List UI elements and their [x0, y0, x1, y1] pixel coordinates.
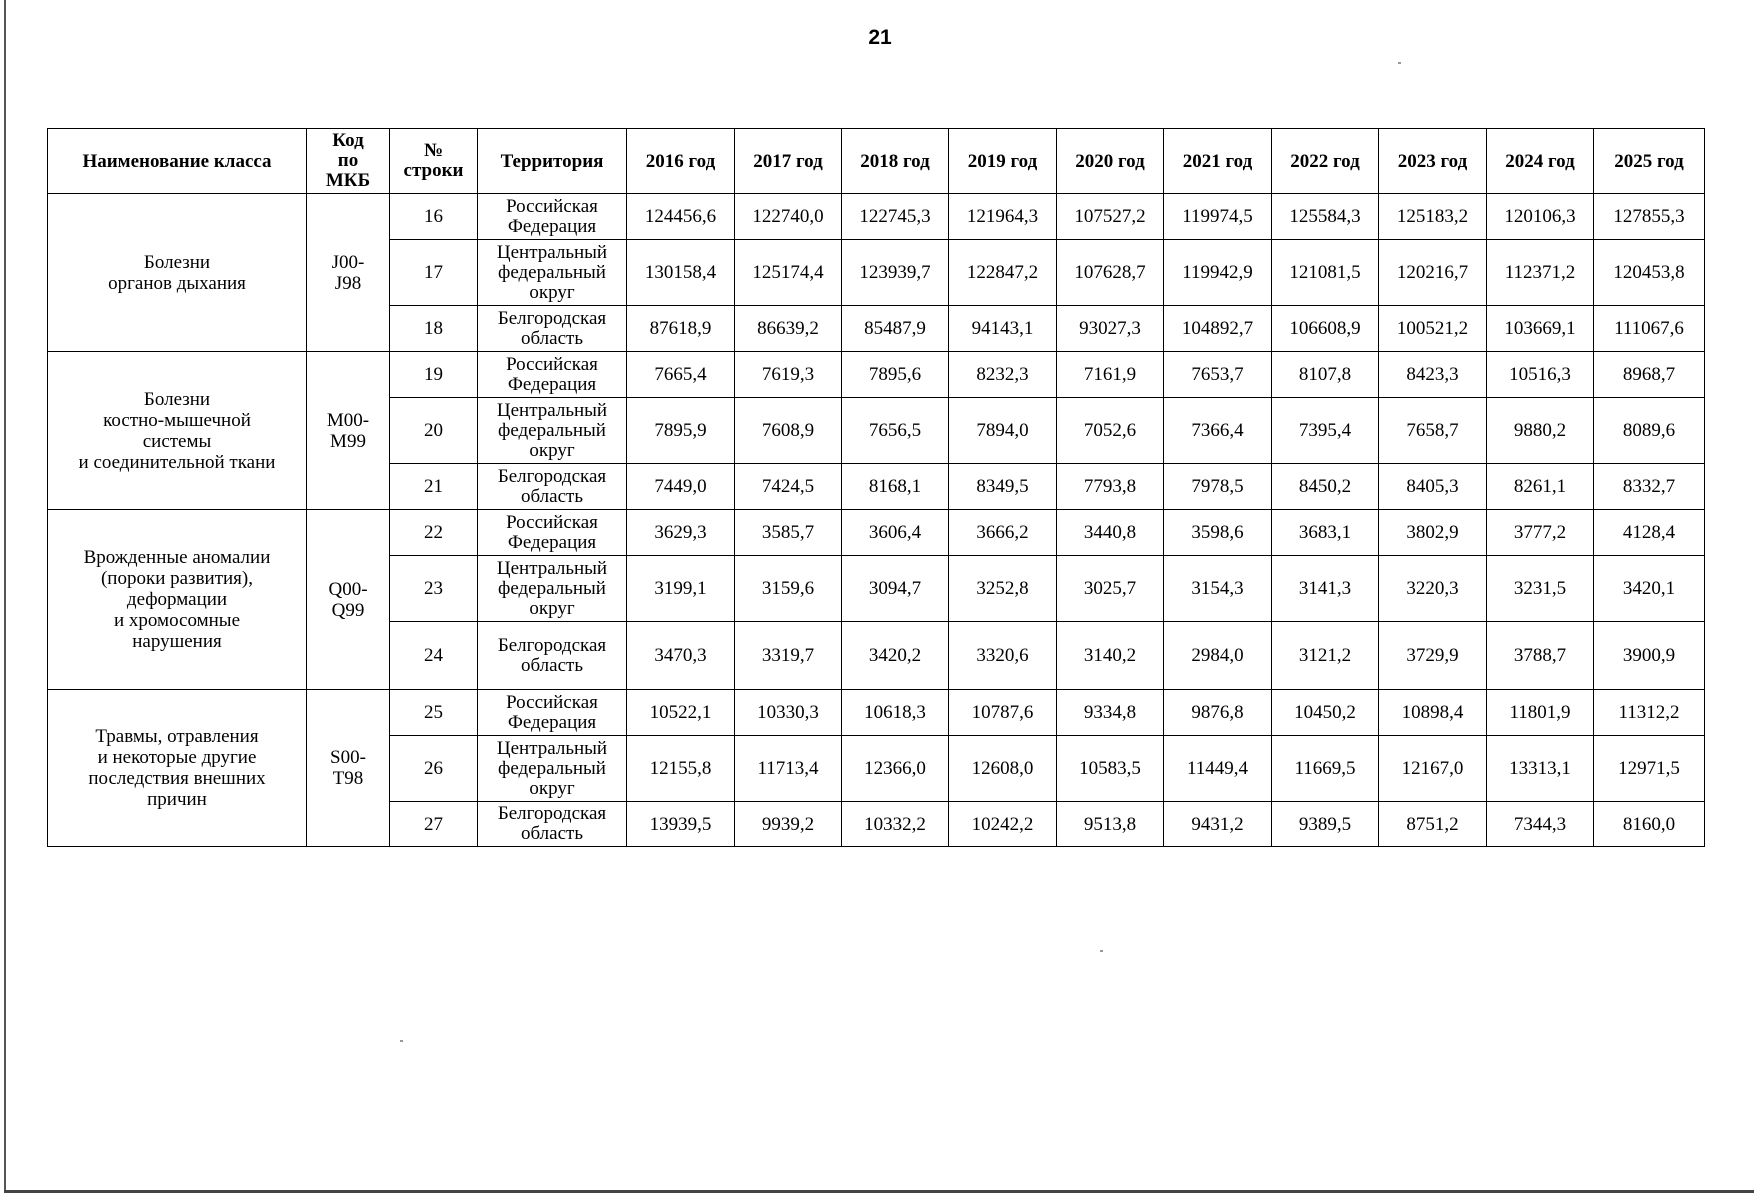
territory-cell: Российская Федерация — [478, 194, 627, 240]
header-year: 2020 год — [1057, 129, 1164, 194]
table-row — [48, 510, 1705, 556]
value-cell: 12366,0 — [842, 736, 949, 802]
value-cell: 125584,3 — [1272, 194, 1379, 240]
value-cell: 11801,9 — [1487, 690, 1594, 736]
table-header-row — [48, 129, 1705, 194]
value-cell: 3121,2 — [1272, 622, 1379, 690]
data-table — [47, 128, 1705, 847]
value-cell: 8168,1 — [842, 464, 949, 510]
row-number: 25 — [390, 690, 478, 736]
value-cell: 120106,3 — [1487, 194, 1594, 240]
value-cell: 8332,7 — [1594, 464, 1705, 510]
page-number: 21 — [868, 26, 892, 49]
header-row-number: № строки — [390, 129, 478, 194]
value-cell: 7619,3 — [735, 352, 842, 398]
value-cell: 8751,2 — [1379, 802, 1487, 847]
territory-cell: Центральный федеральный округ — [478, 736, 627, 802]
value-cell: 3320,6 — [949, 622, 1057, 690]
value-cell: 8107,8 — [1272, 352, 1379, 398]
scan-speck — [1398, 62, 1401, 64]
value-cell: 107527,2 — [1057, 194, 1164, 240]
value-cell: 7653,7 — [1164, 352, 1272, 398]
value-cell: 124456,6 — [627, 194, 735, 240]
territory-cell: Белгородская область — [478, 306, 627, 352]
value-cell: 11669,5 — [1272, 736, 1379, 802]
value-cell: 10330,3 — [735, 690, 842, 736]
value-cell: 125174,4 — [735, 240, 842, 306]
value-cell: 8261,1 — [1487, 464, 1594, 510]
value-cell: 127855,3 — [1594, 194, 1705, 240]
value-cell: 8405,3 — [1379, 464, 1487, 510]
territory-cell: Российская Федерация — [478, 510, 627, 556]
header-territory: Территория — [478, 129, 627, 194]
value-cell: 3598,6 — [1164, 510, 1272, 556]
row-number: 22 — [390, 510, 478, 556]
value-cell: 12608,0 — [949, 736, 1057, 802]
value-cell: 9334,8 — [1057, 690, 1164, 736]
value-cell: 3788,7 — [1487, 622, 1594, 690]
value-cell: 7658,7 — [1379, 398, 1487, 464]
value-cell: 106608,9 — [1272, 306, 1379, 352]
value-cell: 3420,2 — [842, 622, 949, 690]
territory-cell: Белгородская область — [478, 622, 627, 690]
table-row — [48, 194, 1705, 240]
icd-code: J00- J98 — [307, 194, 390, 352]
value-cell: 3220,3 — [1379, 556, 1487, 622]
territory-cell: Белгородская область — [478, 802, 627, 847]
value-cell: 104892,7 — [1164, 306, 1272, 352]
value-cell: 3141,3 — [1272, 556, 1379, 622]
header-class-name: Наименование класса — [48, 129, 307, 194]
header-year: 2019 год — [949, 129, 1057, 194]
value-cell: 7665,4 — [627, 352, 735, 398]
value-cell: 3683,1 — [1272, 510, 1379, 556]
row-number: 24 — [390, 622, 478, 690]
row-number: 23 — [390, 556, 478, 622]
value-cell: 10522,1 — [627, 690, 735, 736]
value-cell: 3629,3 — [627, 510, 735, 556]
row-number: 19 — [390, 352, 478, 398]
value-cell: 7894,0 — [949, 398, 1057, 464]
value-cell: 9513,8 — [1057, 802, 1164, 847]
value-cell: 11449,4 — [1164, 736, 1272, 802]
header-year: 2024 год — [1487, 129, 1594, 194]
value-cell: 11312,2 — [1594, 690, 1705, 736]
value-cell: 3140,2 — [1057, 622, 1164, 690]
table-row — [48, 690, 1705, 736]
row-number: 27 — [390, 802, 478, 847]
icd-code: Q00- Q99 — [307, 510, 390, 690]
value-cell: 8968,7 — [1594, 352, 1705, 398]
value-cell: 122740,0 — [735, 194, 842, 240]
value-cell: 13313,1 — [1487, 736, 1594, 802]
value-cell: 4128,4 — [1594, 510, 1705, 556]
value-cell: 122745,3 — [842, 194, 949, 240]
value-cell: 8450,2 — [1272, 464, 1379, 510]
value-cell: 3319,7 — [735, 622, 842, 690]
territory-cell: Центральный федеральный округ — [478, 240, 627, 306]
value-cell: 10787,6 — [949, 690, 1057, 736]
value-cell: 7366,4 — [1164, 398, 1272, 464]
disease-class-name: Врожденные аномалии (пороки развития), деформации и хромосомные нарушения — [48, 510, 307, 690]
value-cell: 94143,1 — [949, 306, 1057, 352]
value-cell: 122847,2 — [949, 240, 1057, 306]
value-cell: 9939,2 — [735, 802, 842, 847]
page-left-edge — [4, 0, 6, 1192]
row-number: 26 — [390, 736, 478, 802]
value-cell: 10450,2 — [1272, 690, 1379, 736]
disease-class-name: Болезни органов дыхания — [48, 194, 307, 352]
value-cell: 120216,7 — [1379, 240, 1487, 306]
value-cell: 3606,4 — [842, 510, 949, 556]
header-year: 2023 год — [1379, 129, 1487, 194]
value-cell: 10516,3 — [1487, 352, 1594, 398]
row-number: 16 — [390, 194, 478, 240]
value-cell: 111067,6 — [1594, 306, 1705, 352]
icd-code: M00- M99 — [307, 352, 390, 510]
value-cell: 3440,8 — [1057, 510, 1164, 556]
value-cell: 3802,9 — [1379, 510, 1487, 556]
value-cell: 85487,9 — [842, 306, 949, 352]
value-cell: 3025,7 — [1057, 556, 1164, 622]
row-number: 17 — [390, 240, 478, 306]
value-cell: 3199,1 — [627, 556, 735, 622]
value-cell: 119974,5 — [1164, 194, 1272, 240]
value-cell: 7395,4 — [1272, 398, 1379, 464]
value-cell: 3729,9 — [1379, 622, 1487, 690]
value-cell: 7161,9 — [1057, 352, 1164, 398]
value-cell: 9389,5 — [1272, 802, 1379, 847]
value-cell: 123939,7 — [842, 240, 949, 306]
value-cell: 10898,4 — [1379, 690, 1487, 736]
value-cell: 3154,3 — [1164, 556, 1272, 622]
page-bottom-edge — [4, 1190, 1754, 1193]
value-cell: 7424,5 — [735, 464, 842, 510]
value-cell: 8160,0 — [1594, 802, 1705, 847]
value-cell: 7656,5 — [842, 398, 949, 464]
row-number: 20 — [390, 398, 478, 464]
value-cell: 93027,3 — [1057, 306, 1164, 352]
disease-class-name: Болезни костно-мышечной системы и соединительной ткани — [48, 352, 307, 510]
value-cell: 120453,8 — [1594, 240, 1705, 306]
scan-speck — [400, 1040, 403, 1042]
value-cell: 8089,6 — [1594, 398, 1705, 464]
header-year: 2021 год — [1164, 129, 1272, 194]
value-cell: 107628,7 — [1057, 240, 1164, 306]
value-cell: 3585,7 — [735, 510, 842, 556]
value-cell: 86639,2 — [735, 306, 842, 352]
value-cell: 100521,2 — [1379, 306, 1487, 352]
value-cell: 7895,9 — [627, 398, 735, 464]
value-cell: 3470,3 — [627, 622, 735, 690]
value-cell: 7052,6 — [1057, 398, 1164, 464]
value-cell: 7895,6 — [842, 352, 949, 398]
value-cell: 3420,1 — [1594, 556, 1705, 622]
disease-class-name: Травмы, отравления и некоторые другие последствия внешних причин — [48, 690, 307, 847]
value-cell: 13939,5 — [627, 802, 735, 847]
value-cell: 7793,8 — [1057, 464, 1164, 510]
value-cell: 8232,3 — [949, 352, 1057, 398]
value-cell: 10583,5 — [1057, 736, 1164, 802]
icd-code: S00- T98 — [307, 690, 390, 847]
value-cell: 12167,0 — [1379, 736, 1487, 802]
value-cell: 9431,2 — [1164, 802, 1272, 847]
value-cell: 7608,9 — [735, 398, 842, 464]
value-cell: 130158,4 — [627, 240, 735, 306]
value-cell: 7344,3 — [1487, 802, 1594, 847]
value-cell: 119942,9 — [1164, 240, 1272, 306]
header-year: 2016 год — [627, 129, 735, 194]
value-cell: 3231,5 — [1487, 556, 1594, 622]
header-icd-code: Код по МКБ — [307, 129, 390, 194]
value-cell: 10618,3 — [842, 690, 949, 736]
territory-cell: Центральный федеральный округ — [478, 398, 627, 464]
value-cell: 3094,7 — [842, 556, 949, 622]
scan-speck — [1100, 950, 1103, 952]
row-number: 21 — [390, 464, 478, 510]
value-cell: 3666,2 — [949, 510, 1057, 556]
header-year: 2022 год — [1272, 129, 1379, 194]
value-cell: 87618,9 — [627, 306, 735, 352]
value-cell: 125183,2 — [1379, 194, 1487, 240]
value-cell: 8423,3 — [1379, 352, 1487, 398]
value-cell: 9876,8 — [1164, 690, 1272, 736]
value-cell: 121964,3 — [949, 194, 1057, 240]
value-cell: 7978,5 — [1164, 464, 1272, 510]
value-cell: 3252,8 — [949, 556, 1057, 622]
territory-cell: Российская Федерация — [478, 352, 627, 398]
value-cell: 12155,8 — [627, 736, 735, 802]
value-cell: 121081,5 — [1272, 240, 1379, 306]
row-number: 18 — [390, 306, 478, 352]
header-year: 2018 год — [842, 129, 949, 194]
value-cell: 8349,5 — [949, 464, 1057, 510]
value-cell: 3777,2 — [1487, 510, 1594, 556]
value-cell: 2984,0 — [1164, 622, 1272, 690]
value-cell: 7449,0 — [627, 464, 735, 510]
territory-cell: Белгородская область — [478, 464, 627, 510]
territory-cell: Центральный федеральный округ — [478, 556, 627, 622]
value-cell: 10242,2 — [949, 802, 1057, 847]
value-cell: 10332,2 — [842, 802, 949, 847]
header-year: 2017 год — [735, 129, 842, 194]
territory-cell: Российская Федерация — [478, 690, 627, 736]
value-cell: 3159,6 — [735, 556, 842, 622]
value-cell: 3900,9 — [1594, 622, 1705, 690]
value-cell: 12971,5 — [1594, 736, 1705, 802]
value-cell: 9880,2 — [1487, 398, 1594, 464]
header-year: 2025 год — [1594, 129, 1705, 194]
value-cell: 11713,4 — [735, 736, 842, 802]
value-cell: 112371,2 — [1487, 240, 1594, 306]
value-cell: 103669,1 — [1487, 306, 1594, 352]
table-row — [48, 352, 1705, 398]
